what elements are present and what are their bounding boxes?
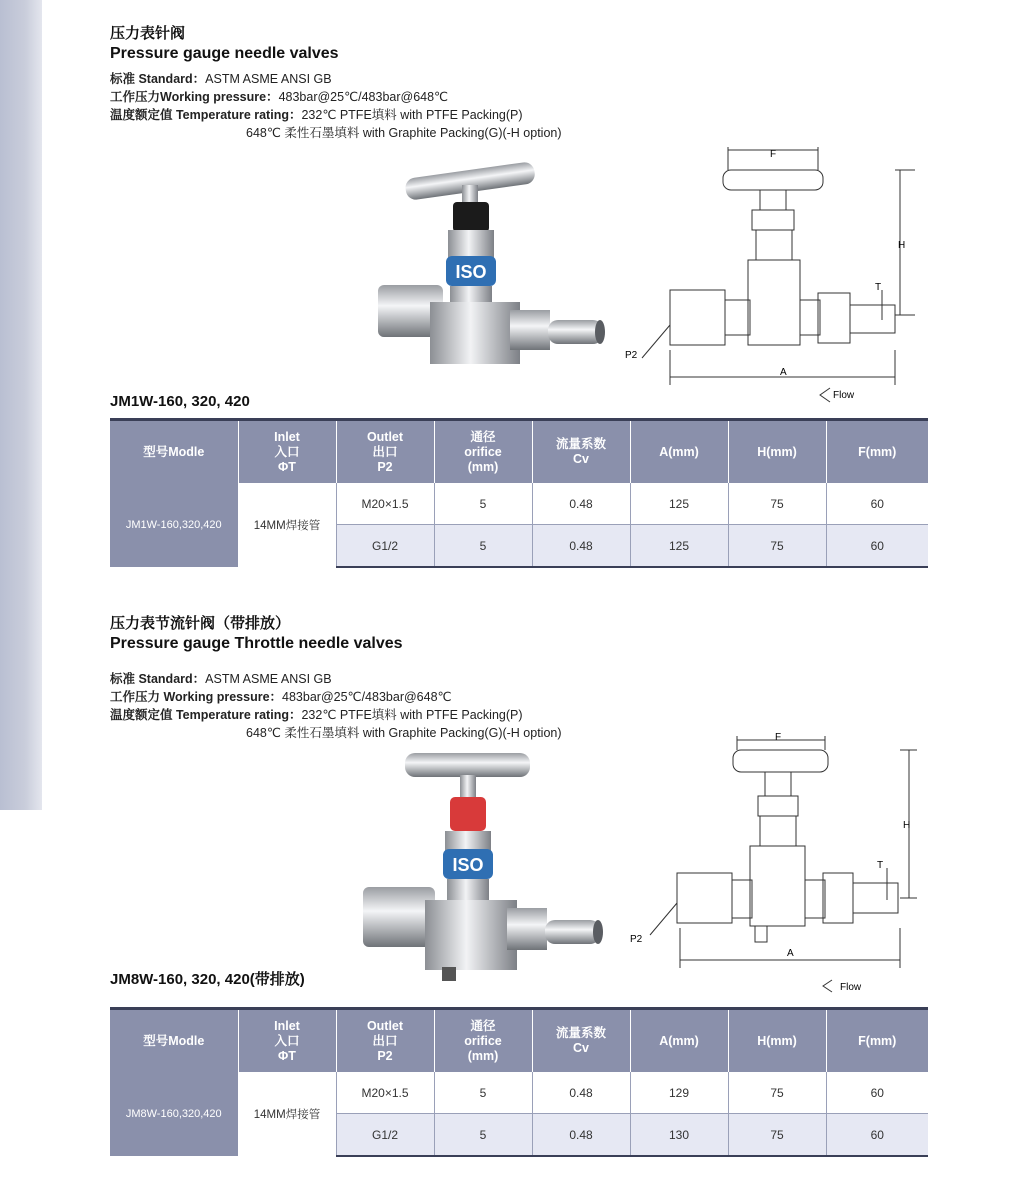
cv-cell: 0.48 <box>532 1072 630 1114</box>
outlet-cell: M20×1.5 <box>336 483 434 525</box>
a-cell: 130 <box>630 1114 728 1157</box>
orifice-cell: 5 <box>434 525 532 568</box>
product-2-header <box>110 612 403 653</box>
header-outlet: Outlet 出口 P2 <box>336 420 434 484</box>
standard-line: 标准 Standard：ASTM ASME ANSI GB <box>110 72 332 86</box>
product-1-header <box>110 22 339 63</box>
table-header-row <box>110 1009 928 1073</box>
a-cell: 125 <box>630 483 728 525</box>
f-cell: 60 <box>826 1072 928 1114</box>
orifice-cell: 5 <box>434 1114 532 1157</box>
product-title-en: Pressure gauge Throttle needle valves <box>110 635 403 652</box>
product-title-cn: 压力表节流针阀（带排放） <box>110 615 291 632</box>
svg-text:H: H <box>898 240 906 251</box>
spec-table <box>110 1007 928 1157</box>
header-outlet: Outlet 出口 P2 <box>336 1009 434 1073</box>
h-cell: 75 <box>728 483 826 525</box>
header-inlet: Inlet 入口 ΦT <box>238 1009 336 1073</box>
product-title-en: Pressure gauge needle valves <box>110 45 339 62</box>
svg-text:P2: P2 <box>625 350 638 361</box>
svg-text:T: T <box>877 860 884 871</box>
model-title: JM8W-160, 320, 420(带排放) <box>110 971 305 988</box>
header-a: A(mm) <box>630 420 728 484</box>
svg-text:A: A <box>780 367 787 378</box>
table-header-row <box>110 420 928 484</box>
outlet-cell: G1/2 <box>336 1114 434 1157</box>
temperature-line-2: 648℃ 柔性石墨填料 with Graphite Packing(G)(-H option) <box>246 126 562 140</box>
outlet-cell: G1/2 <box>336 525 434 568</box>
f-cell: 60 <box>826 1114 928 1157</box>
orifice-cell: 5 <box>434 483 532 525</box>
header-inlet: Inlet 入口 ΦT <box>238 420 336 484</box>
f-cell: 60 <box>826 525 928 568</box>
svg-text:F: F <box>775 732 782 743</box>
h-cell: 75 <box>728 525 826 568</box>
cv-cell: 0.48 <box>532 525 630 568</box>
header-h: H(mm) <box>728 1009 826 1073</box>
svg-text:ISO: ISO <box>452 855 484 875</box>
svg-text:P2: P2 <box>630 934 643 945</box>
a-cell: 125 <box>630 525 728 568</box>
header-orifice: 通径 orifice (mm) <box>434 1009 532 1073</box>
svg-text:T: T <box>875 282 882 293</box>
valve-photo <box>370 150 610 380</box>
inlet-cell: 14MM焊接管 <box>238 483 336 567</box>
table-row <box>110 1072 928 1114</box>
header-h: H(mm) <box>728 420 826 484</box>
table-row <box>110 483 928 525</box>
cv-cell: 0.48 <box>532 483 630 525</box>
header-f: F(mm) <box>826 1009 928 1073</box>
svg-text:H: H <box>903 820 911 831</box>
temperature-line: 温度额定值 Temperature rating：232℃ PTFE填料 with PTFE Packing(P) <box>110 108 523 122</box>
svg-text:ISO: ISO <box>455 262 487 282</box>
header-cv: 流量系数 Cv <box>532 420 630 484</box>
h-cell: 75 <box>728 1114 826 1157</box>
svg-text:A: A <box>787 948 794 959</box>
pressure-line: 工作压力 Working pressure：483bar@25℃/483bar@648℃ <box>110 690 452 704</box>
product-title-cn: 压力表针阀 <box>110 25 186 42</box>
side-decor-bar <box>0 0 42 810</box>
a-cell: 129 <box>630 1072 728 1114</box>
svg-text:F: F <box>770 149 777 160</box>
dimension-drawing <box>620 145 920 405</box>
model-cell: JM8W-160,320,420 <box>110 1072 238 1156</box>
f-cell: 60 <box>826 483 928 525</box>
h-cell: 75 <box>728 1072 826 1114</box>
header-model: 型号Modle <box>110 1009 238 1073</box>
valve-photo <box>355 745 615 990</box>
temperature-line: 温度额定值 Temperature rating：232℃ PTFE填料 with PTFE Packing(P) <box>110 708 523 722</box>
outlet-cell: M20×1.5 <box>336 1072 434 1114</box>
header-orifice: 通径 orifice (mm) <box>434 420 532 484</box>
header-model: 型号Modle <box>110 420 238 484</box>
model-title: JM1W-160, 320, 420 <box>110 393 250 410</box>
header-a: A(mm) <box>630 1009 728 1073</box>
svg-text:Flow: Flow <box>840 982 862 993</box>
spec-table <box>110 418 928 568</box>
orifice-cell: 5 <box>434 1072 532 1114</box>
temperature-line-2: 648℃ 柔性石墨填料 with Graphite Packing(G)(-H option) <box>246 726 562 740</box>
inlet-cell: 14MM焊接管 <box>238 1072 336 1156</box>
svg-text:Flow: Flow <box>833 390 855 401</box>
header-cv: 流量系数 Cv <box>532 1009 630 1073</box>
product-1-specs <box>110 70 562 142</box>
standard-line: 标准 Standard：ASTM ASME ANSI GB <box>110 672 332 686</box>
pressure-line: 工作压力Working pressure：483bar@25℃/483bar@648℃ <box>110 90 449 104</box>
model-cell: JM1W-160,320,420 <box>110 483 238 567</box>
dimension-drawing <box>625 728 925 998</box>
header-f: F(mm) <box>826 420 928 484</box>
cv-cell: 0.48 <box>532 1114 630 1157</box>
product-2-specs <box>110 670 562 742</box>
